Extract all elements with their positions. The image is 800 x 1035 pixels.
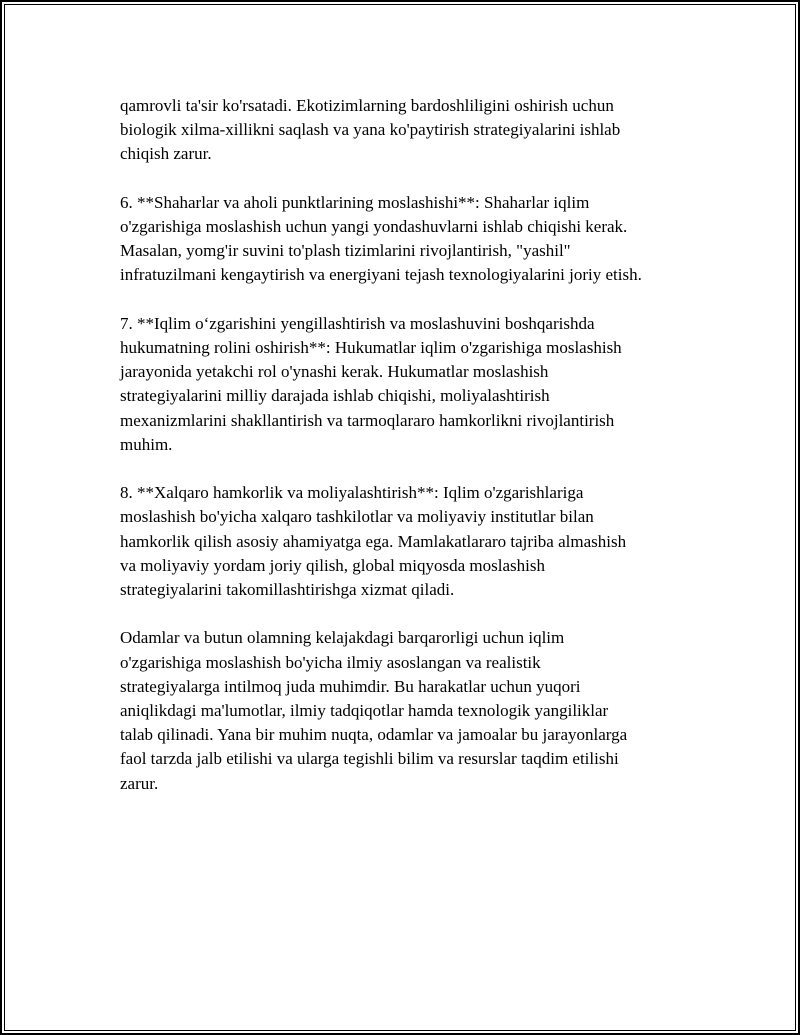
- text-line: 6. **Shaharlar va aholi punktlarining moslashishi**: Shaharlar iqlim: [120, 192, 590, 212]
- text-line: Odamlar va butun olamning kelajakdagi barqarorligi uchun iqlim: [120, 628, 565, 648]
- text-line: strategiyalarini takomillashtirishga xizmat qiladi.: [120, 580, 455, 600]
- text-line: 8. **Xalqaro hamkorlik va moliyalashtirish**: Iqlim o'zgarishlariga: [120, 483, 584, 503]
- text-line: 7. **Iqlim o‘zgarishini yengillashtirish va moslashuvini boshqarishda: [120, 313, 595, 333]
- paragraph-biodiversity-continuation: [120, 94, 695, 167]
- paragraph-item-7-government: [120, 312, 695, 457]
- text-line: talab qilinadi. Yana bir muhim nuqta, odamlar va jamoalar bu jarayonlarga: [120, 725, 628, 745]
- paragraph-conclusion: [120, 626, 695, 795]
- text-line: o'zgarishiga moslashish uchun yangi yondashuvlarni ishlab chiqishi kerak.: [120, 217, 628, 236]
- text-line: zarur.: [120, 773, 159, 793]
- text-line: faol tarzda jalb etilishi va ularga tegishli bilim va resurslar taqdim etilishi: [120, 749, 619, 769]
- text-line: va moliyaviy yordam joriy qilish, global miqyosda moslashish: [120, 555, 545, 575]
- text-line: infratuzilmani kengaytirish va energiyani tejash texnologiyalarini joriy etish.: [120, 265, 642, 285]
- text-line: qamrovli ta'sir ko'rsatadi. Ekotizimlarning bardoshliligini oshirish uchun: [120, 96, 614, 115]
- paragraph-item-6-cities: [120, 191, 695, 288]
- text-line: hukumatning rolini oshirish**: Hukumatlar iqlim o'zgarishiga moslashish: [120, 338, 622, 357]
- text-line: strategiyalarga intilmoq juda muhimdir. Bu harakatlar uchun yuqori: [120, 676, 581, 696]
- text-line: Masalan, yomg'ir suvini to'plash tizimlarini rivojlantirish, "yashil": [120, 241, 571, 261]
- text-line: mexanizmlarini shakllantirish va tarmoqlararo hamkorlikni rivojlantirish: [120, 410, 615, 430]
- text-line: aniqlikdagi ma'lumotlar, ilmiy tadqiqotlar hamda texnologik yangiliklar: [120, 701, 609, 721]
- text-line: jarayonida yetakchi rol o'ynashi kerak. Hukumatlar moslashish: [120, 362, 549, 382]
- text-line: chiqish zarur.: [120, 144, 212, 164]
- paragraph-item-8-international: [120, 481, 695, 602]
- document-body: [120, 94, 695, 820]
- text-line: o'zgarishiga moslashish bo'yicha ilmiy asoslangan va realistik: [120, 652, 541, 672]
- text-line: strategiyalarini milliy darajada ishlab chiqishi, moliyalashtirish: [120, 386, 550, 406]
- text-line: muhim.: [120, 434, 173, 454]
- text-line: biologik xilma-xillikni saqlash va yana ko'paytirish strategiyalarini ishlab: [120, 120, 621, 140]
- text-line: moslashish bo'yicha xalqaro tashkilotlar va moliyaviy institutlar bilan: [120, 507, 594, 527]
- text-line: hamkorlik qilish asosiy ahamiyatga ega. Mamlakatlararo tajriba almashish: [120, 531, 627, 551]
